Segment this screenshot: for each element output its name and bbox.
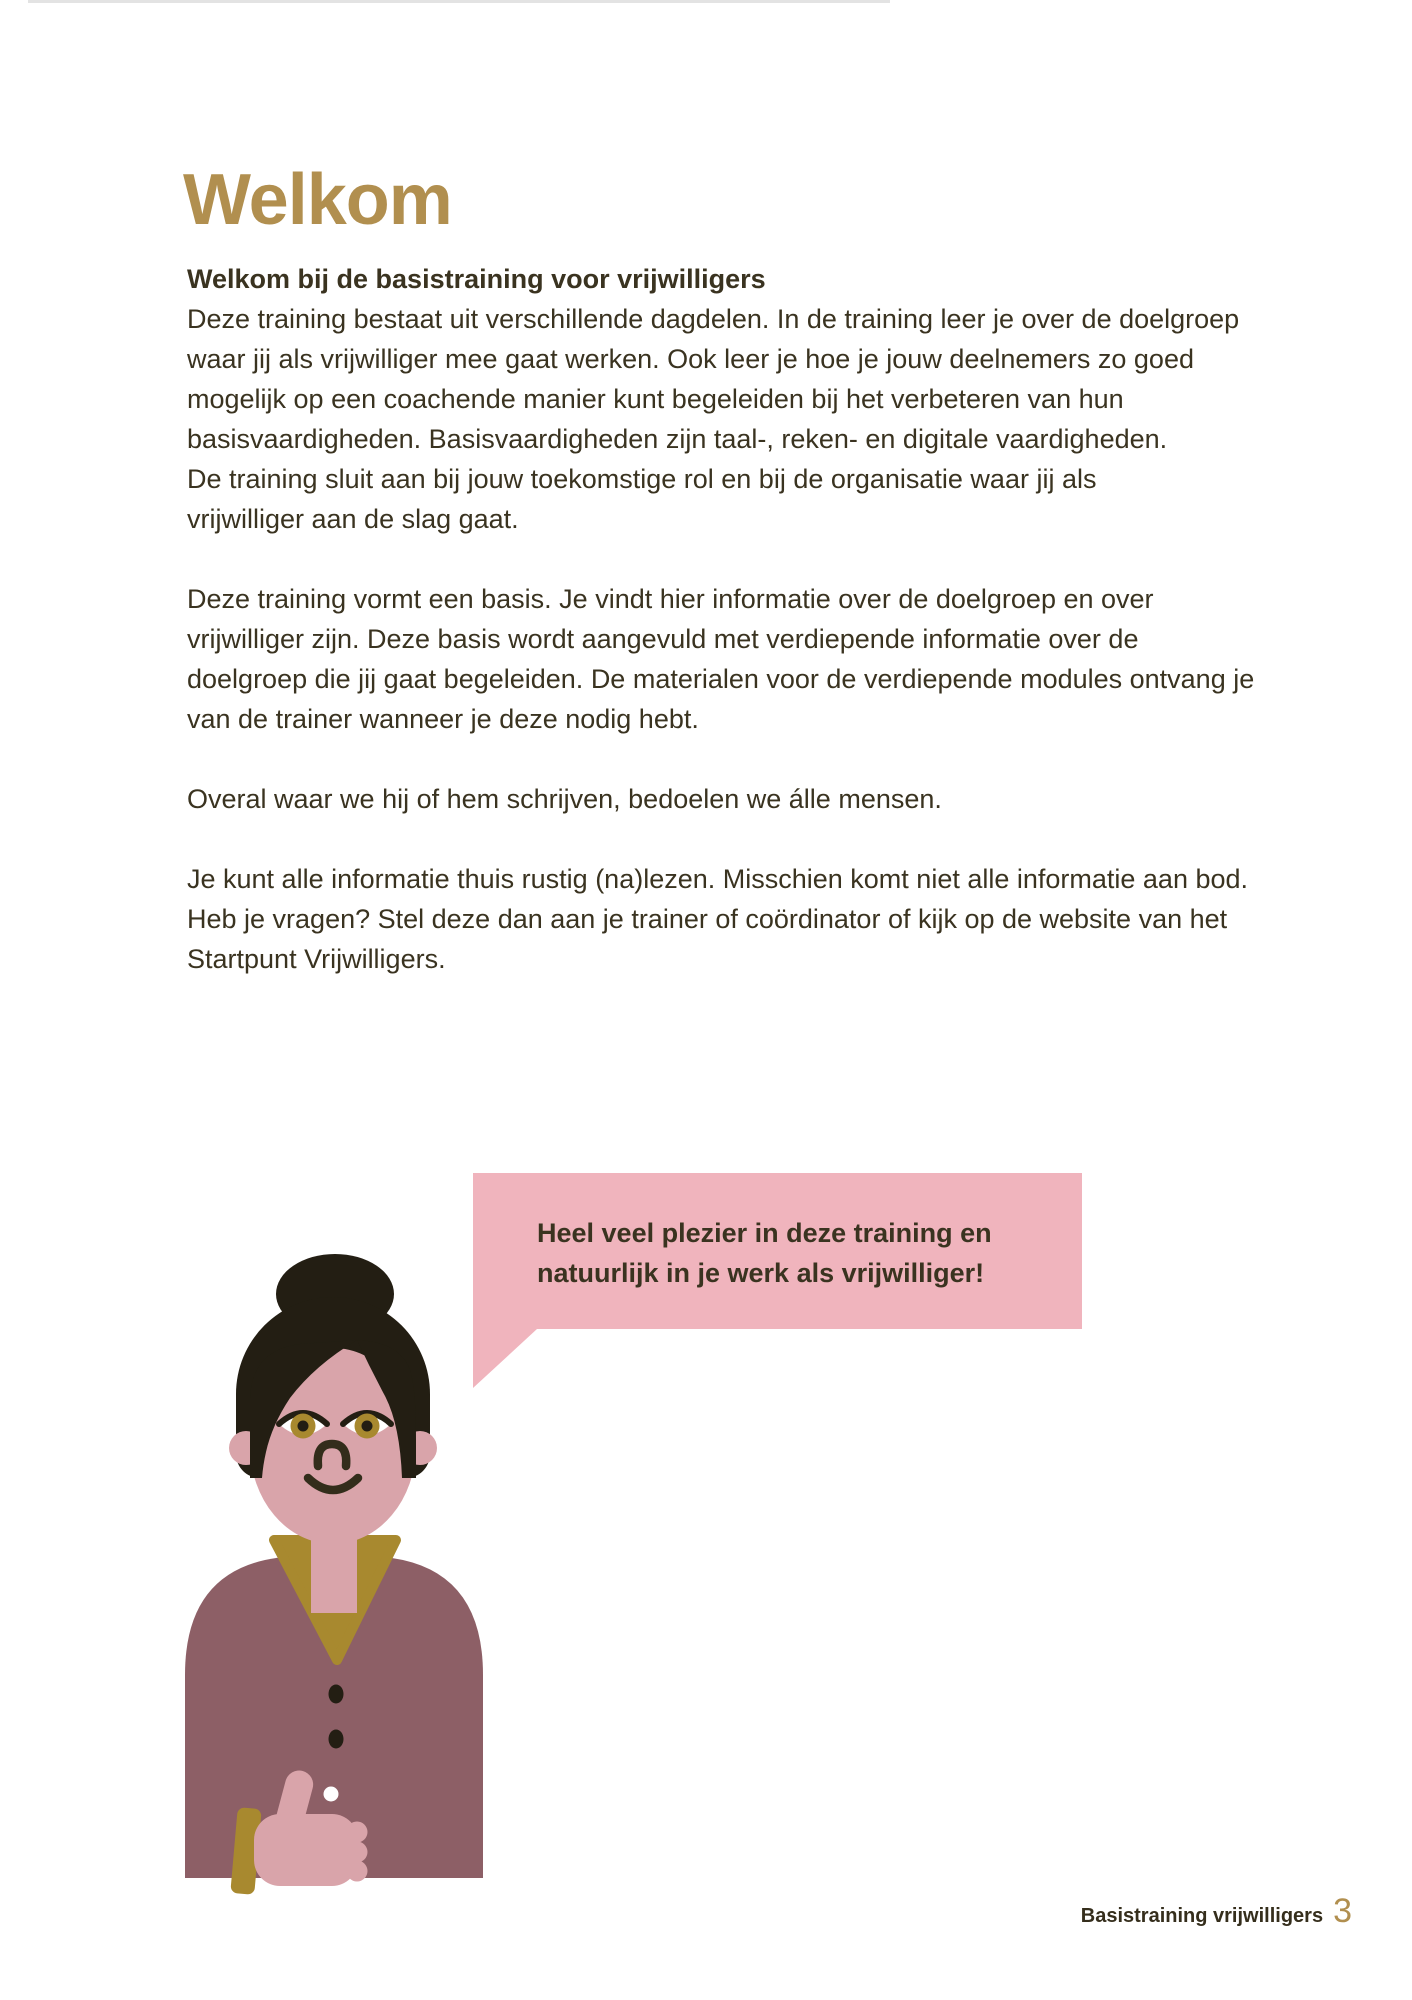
eye-left-pupil [298, 1421, 309, 1432]
hand-finger [347, 1822, 368, 1843]
speech-bubble-text: Heel veel plezier in deze training en natuurlijk in je werk als vrijwilliger! [537, 1218, 992, 1288]
footer-label: Basistraining vrijwilligers [1080, 1905, 1324, 1927]
hand-fist [254, 1814, 358, 1886]
eye-right-pupil [362, 1421, 373, 1432]
paragraph: Overal waar we hij of hem schrijven, bedoelen we álle mensen. [187, 784, 942, 814]
shirt-button [329, 1730, 344, 1749]
hand-finger [347, 1861, 368, 1882]
paragraph: Deze training bestaat uit verschillende dagdelen. In de training leer je over de doelgroep waar jij als vrijwilliger mee gaat werken. Ook leer je hoe je jouw deelnemers zo goed mogelijk op een coachende manier kunt begeleiden bij het verbeteren van hun basisvaardigheden. Basisvaardigheden zijn taal-, reken- en digitale vaardigheden. De training sluit aan bij jouw toekomstige rol en bij de organisatie waar jij als vrijwilliger aan de slag gaat. [187, 304, 1240, 534]
page-footer [1081, 1892, 1352, 1931]
page-title: Welkom [183, 160, 452, 241]
hand-finger [347, 1842, 368, 1863]
paragraph: Je kunt alle informatie thuis rustig (na)lezen. Misschien komt niet alle informatie aan bod. Heb je vragen? Stel deze dan aan je trainer of coördinator of kijk op de website van het Startpunt Vrijwilligers. [187, 864, 1249, 974]
section-heading: Welkom bij de basistraining voor vrijwilligers [187, 264, 766, 294]
shirt-button [329, 1685, 344, 1704]
footer-page-number: 3 [1333, 1892, 1352, 1930]
cuff-dot [324, 1787, 339, 1802]
paragraph: Deze training vormt een basis. Je vindt hier informatie over de doelgroep en over vrijwilliger zijn. Deze basis wordt aangevuld met verdiepende informatie over de doelgroep die jij gaat begeleiden. De materialen voor de verdiepende modules ontvang je van de trainer wanneer je deze nodig hebt. [187, 584, 1255, 734]
